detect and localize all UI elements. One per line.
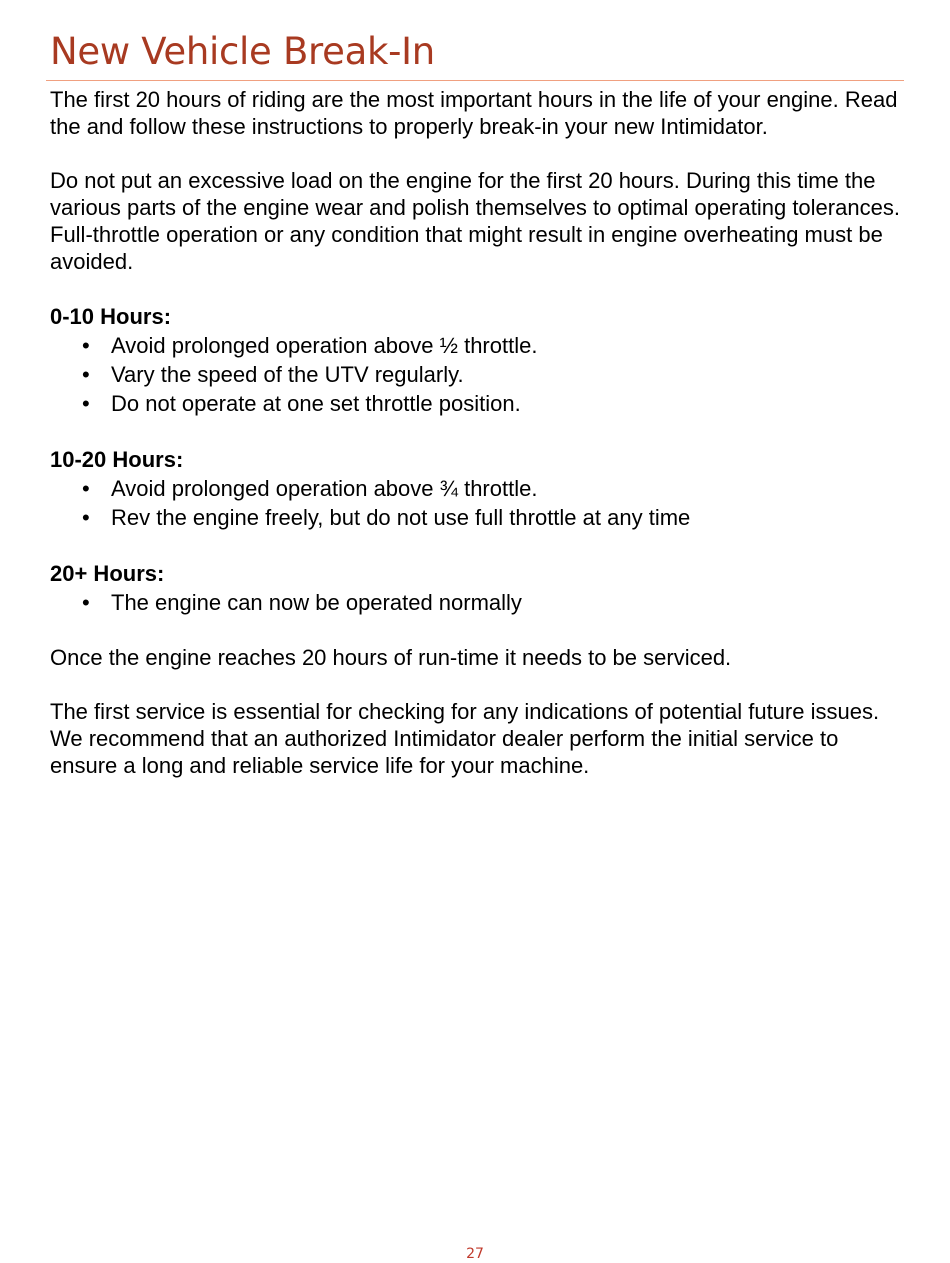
list-item: • Avoid prolonged operation above ¾ throttle. — [82, 476, 538, 501]
section-heading-0-10-hours: 0-10 Hours: — [50, 304, 172, 329]
bullet-icon: • — [82, 362, 90, 387]
bullet-list-20-plus-hours — [50, 588, 910, 617]
document-body — [50, 86, 910, 806]
list-item: • Rev the engine freely, but do not use full throttle at any time — [82, 505, 691, 530]
page-number: 27 — [466, 1246, 484, 1262]
title-divider — [46, 80, 904, 81]
list-item: • The engine can now be operated normally — [82, 590, 522, 615]
load-warning-paragraph: Do not put an excessive load on the engine for the first 20 hours. During this time the various parts of the engine wear and polish themselves to optimal operating tolerances. Full-throttle operation or any condition that might result in engine overheating must be avoided. — [50, 168, 900, 274]
list-item: • Vary the speed of the UTV regularly. — [82, 362, 464, 387]
service-notice-paragraph: Once the engine reaches 20 hours of run-time it needs to be serviced. — [50, 645, 732, 670]
bullet-icon: • — [82, 333, 90, 358]
bullet-list-10-20-hours — [50, 474, 910, 532]
bullet-icon: • — [82, 590, 90, 615]
bullet-list-0-10-hours — [50, 331, 910, 418]
intro-paragraph: The first 20 hours of riding are the most important hours in the life of your engine. Read the and follow these instructions to properly break-in your new Intimidator. — [50, 87, 898, 139]
list-item: • Avoid prolonged operation above ½ throttle. — [82, 333, 538, 358]
section-heading-20-plus-hours: 20+ Hours: — [50, 561, 165, 586]
bullet-icon: • — [82, 505, 90, 530]
first-service-paragraph: The first service is essential for checking for any indications of potential future issues. We recommend that an authorized Intimidator dealer perform the initial service to ensure a long and reliable service life for your machine. — [50, 699, 880, 778]
bullet-icon: • — [82, 391, 90, 416]
section-heading-10-20-hours: 10-20 Hours: — [50, 447, 184, 472]
list-item: • Do not operate at one set throttle position. — [82, 391, 521, 416]
page-title: New Vehicle Break-In — [50, 30, 435, 73]
bullet-icon: • — [82, 476, 90, 501]
